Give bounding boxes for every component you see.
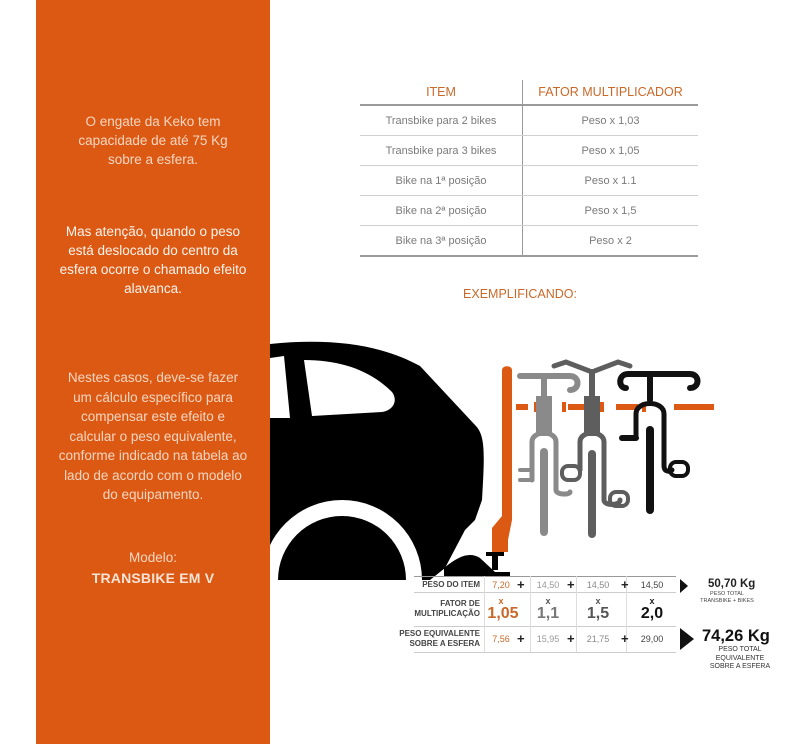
label-item-weight: PESO DO ITEM: [422, 580, 480, 589]
arrow-right-icon: [680, 579, 688, 593]
total-equivalent-caption: [705, 646, 775, 672]
bike-2-icon: [554, 362, 630, 534]
explanation-line: conforme indicado na tabela ao: [58, 448, 248, 463]
cell-factor: Peso x 1,03: [523, 105, 699, 136]
label-factor: [400, 599, 480, 619]
cell-item: Transbike para 2 bikes: [360, 105, 523, 136]
hitch-base: [444, 555, 510, 576]
factor-rack: 1,05: [487, 605, 519, 622]
total-equivalent: 74,26 Kg: [702, 627, 770, 645]
model-value: TRANSBIKE EM V: [91, 570, 215, 586]
car-bike-rack-illustration: [270, 330, 730, 580]
table-row: [360, 136, 698, 166]
table-row: [360, 226, 698, 257]
label-equivalent-line: SOBRE A ESFERA: [409, 639, 480, 648]
total-weight: 50,70 Kg: [708, 578, 756, 590]
hitch-ball: [492, 554, 498, 570]
explanation-line: lado de acordo com o modelo: [64, 467, 242, 483]
caption-line: SOBRE A ESFERA: [709, 663, 771, 670]
equivalent-bike-1: 15,95: [536, 634, 560, 644]
capacity-text: [36, 112, 270, 169]
table-row: [360, 105, 698, 136]
warning-line: alavanca.: [124, 281, 182, 296]
explanation-line: do equipamento.: [102, 487, 204, 502]
total-weight-caption: [690, 591, 764, 605]
grid-line: [414, 626, 676, 627]
header-factor: FATOR MULTIPLICADOR: [523, 80, 699, 105]
label-equivalent: [392, 629, 480, 649]
bike-3-icon: [620, 374, 697, 510]
grid-line: [576, 576, 577, 652]
hitch-cap: [486, 552, 504, 556]
table-row: [360, 196, 698, 226]
weight-bike-2: 14,50: [586, 580, 610, 590]
cell-factor: Peso x 1,5: [523, 196, 699, 226]
capacity-line: sobre a esfera.: [107, 152, 199, 167]
model-label: Modelo:: [128, 550, 178, 565]
cell-item: Transbike para 3 bikes: [360, 136, 523, 166]
caption-line: TRANSBIKE + BIKES: [700, 598, 754, 604]
explanation-line: Nestes casos, deve-se fazer: [67, 370, 239, 385]
header-item: ITEM: [360, 80, 523, 105]
caption-line: EQUIVALENTE: [715, 654, 765, 662]
table-header-row: [360, 80, 698, 105]
warning-line: Mas atenção, quando o peso: [65, 224, 241, 239]
factor-bike-1: 1,1: [536, 605, 560, 622]
label-equivalent-line: PESO EQUIVALENTE: [399, 629, 480, 638]
caption-line: PESO TOTAL: [710, 591, 744, 597]
x-sign: x: [498, 596, 504, 606]
explanation-line: um cálculo específico para: [73, 389, 233, 405]
plus-sign: +: [517, 577, 525, 592]
explanation-text: [36, 368, 270, 505]
equivalent-rack: 7,56: [492, 634, 510, 644]
cell-factor: Peso x 2: [523, 226, 699, 257]
cell-item: Bike na 3ª posição: [360, 226, 523, 257]
info-panel: [36, 0, 270, 744]
table-row: [360, 166, 698, 196]
cell-factor: Peso x 1,05: [523, 136, 699, 166]
capacity-line: O engate da Keko tem: [85, 114, 221, 129]
grid-line: [414, 652, 676, 653]
warning-line: está deslocado do centro da: [68, 243, 238, 258]
arrow-right-icon: [680, 628, 694, 650]
factor-bike-3: 2,0: [640, 605, 664, 622]
explanation-line: calcular o peso equivalente,: [69, 428, 237, 444]
explanation-line: compensar este efeito e: [80, 409, 226, 424]
plus-sign: +: [567, 577, 575, 592]
bike-1-icon: [520, 376, 578, 532]
label-factor-line: MULTIPLICAÇÃO: [414, 609, 480, 618]
x-sign: x: [649, 596, 655, 606]
x-sign: x: [545, 596, 551, 606]
example-title: EXEMPLIFICANDO:: [463, 287, 577, 301]
cell-factor: Peso x 1.1: [523, 166, 699, 196]
weight-rack: 7,20: [492, 580, 510, 590]
equivalent-bike-2: 21,75: [586, 634, 610, 644]
plus-sign: +: [517, 631, 525, 646]
weight-bike-1: 14,50: [536, 580, 560, 590]
grid-line: [414, 576, 676, 577]
capacity-line: capacidade de até 75 Kg: [78, 133, 228, 148]
factor-bike-2: 1,5: [586, 605, 610, 622]
equivalent-bike-3: 29,00: [640, 634, 664, 644]
cell-item: Bike na 1ª posição: [360, 166, 523, 196]
factor-table: [360, 80, 698, 257]
grid-line: [414, 592, 676, 593]
plus-sign: +: [567, 631, 575, 646]
warning-text: [36, 222, 270, 298]
cell-item: Bike na 2ª posição: [360, 196, 523, 226]
warning-line: esfera ocorre o chamado efeito: [59, 262, 247, 277]
x-sign: x: [595, 596, 601, 606]
weight-bike-3: 14,50: [640, 580, 664, 590]
label-factor-line: FATOR DE: [440, 599, 480, 608]
plus-sign: +: [621, 631, 629, 646]
caption-line: PESO TOTAL: [718, 646, 762, 653]
rack-post: [492, 366, 512, 552]
plus-sign: +: [621, 577, 629, 592]
